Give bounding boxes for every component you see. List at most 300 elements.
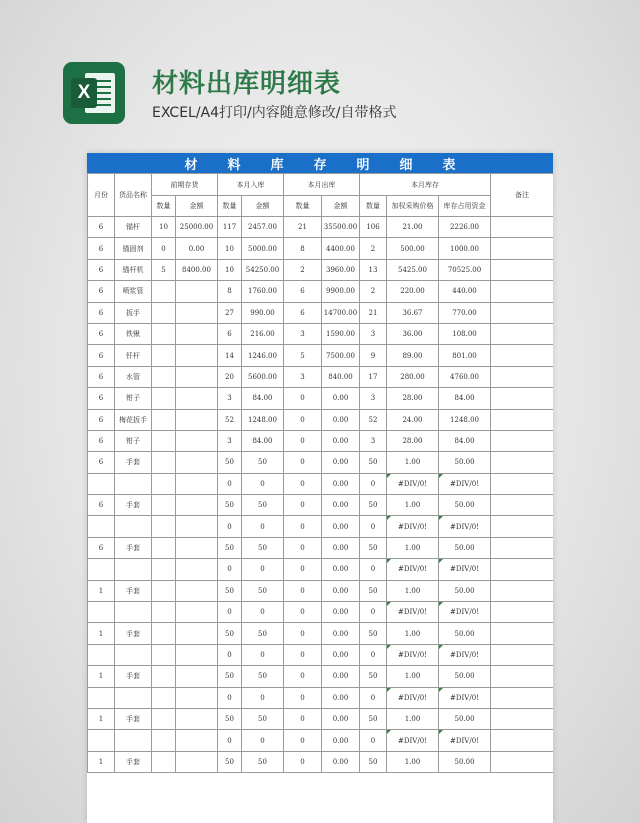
cell-outbound-qty: 0: [284, 388, 322, 409]
cell-opening-qty: [152, 323, 176, 344]
cell-outbound-amount: 4400.00: [322, 238, 360, 259]
cell-month: [88, 644, 115, 665]
cell-outbound-qty: 6: [284, 281, 322, 302]
cell-opening-qty: 10: [152, 217, 176, 238]
cell-item-name: 钎杆: [115, 345, 152, 366]
cell-remark: [491, 388, 553, 409]
header-qty: 数量: [360, 196, 387, 217]
header-month: 月份: [88, 174, 115, 217]
cell-opening-qty: [152, 559, 176, 580]
cell-item-name: 手套: [115, 666, 152, 687]
cell-stock-qty: 0: [360, 602, 387, 623]
sheet-title-char: 细: [399, 157, 413, 173]
header-amount: 金额: [322, 196, 360, 217]
table-row: [88, 580, 554, 601]
cell-stock-qty: 50: [360, 708, 387, 729]
cell-opening-amount: [176, 366, 218, 387]
cell-opening-amount: 8400.00: [176, 259, 218, 280]
cell-stock-qty: 50: [360, 751, 387, 772]
cell-stock-qty: 0: [360, 473, 387, 494]
cell-inbound-amount: 0: [242, 516, 284, 537]
cell-weighted-price: 1.00: [387, 666, 439, 687]
cell-capital: #DIV/0!: [439, 730, 491, 751]
cell-item-name: 手套: [115, 452, 152, 473]
table-row: [88, 323, 554, 344]
table-row: [88, 495, 554, 516]
cell-outbound-qty: 0: [284, 687, 322, 708]
table-row: [88, 238, 554, 259]
cell-capital: 4760.00: [439, 366, 491, 387]
cell-outbound-amount: 1590.00: [322, 323, 360, 344]
table-row: [88, 366, 554, 387]
cell-opening-amount: [176, 430, 218, 451]
table-row: [88, 559, 554, 580]
cell-outbound-qty: 0: [284, 559, 322, 580]
header-remark: 备注: [491, 174, 553, 217]
header-opening: 前期存货: [152, 174, 218, 196]
cell-weighted-price: 36.00: [387, 323, 439, 344]
cell-weighted-price: #DIV/0!: [387, 730, 439, 751]
table-row: [88, 516, 554, 537]
cell-inbound-amount: 216.00: [242, 323, 284, 344]
cell-capital: 50.00: [439, 495, 491, 516]
cell-inbound-qty: 8: [218, 281, 242, 302]
cell-capital: 84.00: [439, 388, 491, 409]
cell-weighted-price: #DIV/0!: [387, 516, 439, 537]
cell-inbound-amount: 1246.00: [242, 345, 284, 366]
cell-inbound-amount: 5600.00: [242, 366, 284, 387]
cell-weighted-price: 500.00: [387, 238, 439, 259]
cell-opening-qty: [152, 687, 176, 708]
cell-inbound-amount: 0: [242, 602, 284, 623]
cell-inbound-qty: 0: [218, 687, 242, 708]
cell-opening-amount: [176, 473, 218, 494]
cell-opening-qty: [152, 751, 176, 772]
cell-stock-qty: 2: [360, 238, 387, 259]
cell-stock-qty: 50: [360, 495, 387, 516]
cell-item-name: [115, 730, 152, 751]
cell-inbound-qty: 20: [218, 366, 242, 387]
cell-remark: [491, 217, 553, 238]
cell-stock-qty: 0: [360, 644, 387, 665]
cell-capital: #DIV/0!: [439, 516, 491, 537]
cell-month: 1: [88, 751, 115, 772]
cell-month: 6: [88, 323, 115, 344]
sheet-title-char: 材: [184, 157, 198, 173]
cell-inbound-qty: 0: [218, 730, 242, 751]
cell-inbound-amount: 50: [242, 495, 284, 516]
sheet-title-char: 料: [227, 157, 241, 173]
header-capital: 库存占用资金: [439, 196, 491, 217]
cell-inbound-amount: 50: [242, 623, 284, 644]
cell-stock-qty: 9: [360, 345, 387, 366]
cell-outbound-amount: 0.00: [322, 580, 360, 601]
cell-stock-qty: 21: [360, 302, 387, 323]
cell-inbound-amount: 84.00: [242, 388, 284, 409]
cell-capital: 50.00: [439, 452, 491, 473]
cell-inbound-qty: 50: [218, 537, 242, 558]
table-row: [88, 345, 554, 366]
cell-inbound-amount: 54250.00: [242, 259, 284, 280]
cell-outbound-qty: 0: [284, 580, 322, 601]
table-row: [88, 644, 554, 665]
cell-remark: [491, 473, 553, 494]
cell-month: 1: [88, 666, 115, 687]
cell-opening-qty: [152, 623, 176, 644]
cell-capital: 2226.00: [439, 217, 491, 238]
cell-capital: 108.00: [439, 323, 491, 344]
cell-opening-qty: 0: [152, 238, 176, 259]
cell-capital: #DIV/0!: [439, 687, 491, 708]
cell-outbound-qty: 2: [284, 259, 322, 280]
cell-inbound-qty: 50: [218, 751, 242, 772]
cell-item-name: 手套: [115, 537, 152, 558]
table-row: [88, 751, 554, 772]
cell-opening-amount: [176, 345, 218, 366]
cell-weighted-price: 1.00: [387, 623, 439, 644]
cell-item-name: 梅花扳手: [115, 409, 152, 430]
cell-weighted-price: #DIV/0!: [387, 602, 439, 623]
cell-month: 1: [88, 623, 115, 644]
cell-month: [88, 516, 115, 537]
cell-stock-qty: 17: [360, 366, 387, 387]
cell-capital: 50.00: [439, 623, 491, 644]
cell-weighted-price: 28.00: [387, 388, 439, 409]
cell-inbound-qty: 50: [218, 495, 242, 516]
cell-opening-amount: [176, 388, 218, 409]
cell-month: 6: [88, 409, 115, 430]
cell-opening-amount: [176, 687, 218, 708]
cell-inbound-qty: 0: [218, 516, 242, 537]
cell-opening-qty: [152, 537, 176, 558]
cell-opening-amount: [176, 409, 218, 430]
cell-outbound-amount: 0.00: [322, 388, 360, 409]
cell-opening-amount: [176, 559, 218, 580]
cell-inbound-qty: 10: [218, 259, 242, 280]
cell-outbound-qty: 0: [284, 409, 322, 430]
table-row: [88, 217, 554, 238]
header-amount: 金额: [242, 196, 284, 217]
sheet-title-banner: [87, 153, 553, 173]
cell-outbound-qty: 5: [284, 345, 322, 366]
cell-month: 6: [88, 430, 115, 451]
cell-weighted-price: 5425.00: [387, 259, 439, 280]
cell-remark: [491, 623, 553, 644]
cell-opening-qty: [152, 730, 176, 751]
cell-item-name: [115, 602, 152, 623]
cell-remark: [491, 409, 553, 430]
cell-stock-qty: 3: [360, 323, 387, 344]
cell-stock-qty: 106: [360, 217, 387, 238]
cell-remark: [491, 495, 553, 516]
cell-item-name: 铁锹: [115, 323, 152, 344]
table-row: [88, 409, 554, 430]
cell-outbound-amount: 0.00: [322, 687, 360, 708]
cell-weighted-price: 28.00: [387, 430, 439, 451]
cell-month: 6: [88, 281, 115, 302]
cell-stock-qty: 2: [360, 281, 387, 302]
header-inbound: 本月入库: [218, 174, 284, 196]
cell-remark: [491, 452, 553, 473]
cell-outbound-qty: 0: [284, 452, 322, 473]
header-outbound: 本月出库: [284, 174, 360, 196]
cell-month: [88, 730, 115, 751]
cell-outbound-qty: 6: [284, 302, 322, 323]
cell-remark: [491, 559, 553, 580]
header-qty: 数量: [218, 196, 242, 217]
cell-remark: [491, 259, 553, 280]
cell-opening-qty: [152, 602, 176, 623]
table-row: [88, 537, 554, 558]
cell-opening-qty: [152, 430, 176, 451]
cell-weighted-price: #DIV/0!: [387, 644, 439, 665]
cell-inbound-qty: 52: [218, 409, 242, 430]
cell-opening-qty: [152, 345, 176, 366]
cell-inbound-amount: 50: [242, 452, 284, 473]
cell-opening-amount: [176, 323, 218, 344]
cell-weighted-price: #DIV/0!: [387, 687, 439, 708]
cell-item-name: 手套: [115, 751, 152, 772]
cell-inbound-qty: 0: [218, 602, 242, 623]
cell-capital: 50.00: [439, 708, 491, 729]
cell-opening-amount: [176, 644, 218, 665]
cell-outbound-qty: 3: [284, 366, 322, 387]
cell-inbound-qty: 117: [218, 217, 242, 238]
cell-inbound-qty: 14: [218, 345, 242, 366]
cell-weighted-price: 1.00: [387, 708, 439, 729]
cell-remark: [491, 430, 553, 451]
cell-opening-qty: [152, 580, 176, 601]
cell-outbound-amount: 0.00: [322, 730, 360, 751]
cell-outbound-amount: 0.00: [322, 602, 360, 623]
cell-inbound-qty: 50: [218, 666, 242, 687]
cell-capital: 50.00: [439, 666, 491, 687]
sheet-title-char: 明: [356, 157, 370, 173]
cell-capital: #DIV/0!: [439, 559, 491, 580]
cell-item-name: 钳子: [115, 430, 152, 451]
cell-month: 6: [88, 366, 115, 387]
cell-outbound-amount: 0.00: [322, 559, 360, 580]
cell-weighted-price: #DIV/0!: [387, 473, 439, 494]
cell-opening-qty: [152, 644, 176, 665]
cell-stock-qty: 52: [360, 409, 387, 430]
cell-remark: [491, 345, 553, 366]
cell-remark: [491, 281, 553, 302]
cell-item-name: 锚固剂: [115, 238, 152, 259]
cell-inbound-qty: 50: [218, 708, 242, 729]
cell-opening-amount: [176, 708, 218, 729]
cell-weighted-price: 1.00: [387, 452, 439, 473]
cell-remark: [491, 602, 553, 623]
cell-stock-qty: 0: [360, 687, 387, 708]
cell-stock-qty: 13: [360, 259, 387, 280]
cell-month: [88, 559, 115, 580]
cell-item-name: [115, 516, 152, 537]
cell-inbound-amount: 1248.00: [242, 409, 284, 430]
cell-weighted-price: 280.00: [387, 366, 439, 387]
cell-month: 6: [88, 238, 115, 259]
cell-remark: [491, 708, 553, 729]
cell-opening-qty: [152, 452, 176, 473]
cell-inbound-qty: 6: [218, 323, 242, 344]
cell-outbound-qty: 0: [284, 602, 322, 623]
cell-outbound-qty: 0: [284, 623, 322, 644]
cell-outbound-amount: 0.00: [322, 623, 360, 644]
cell-capital: 50.00: [439, 580, 491, 601]
table-body: [88, 217, 554, 773]
cell-capital: #DIV/0!: [439, 602, 491, 623]
header-qty: 数量: [152, 196, 176, 217]
cell-outbound-amount: 0.00: [322, 409, 360, 430]
cell-month: [88, 687, 115, 708]
cell-outbound-qty: 8: [284, 238, 322, 259]
cell-item-name: [115, 687, 152, 708]
cell-inbound-amount: 990.00: [242, 302, 284, 323]
cell-inbound-amount: 0: [242, 559, 284, 580]
cell-weighted-price: #DIV/0!: [387, 559, 439, 580]
cell-capital: 70525.00: [439, 259, 491, 280]
cell-capital: 770.00: [439, 302, 491, 323]
cell-capital: 440.00: [439, 281, 491, 302]
cell-weighted-price: 36.67: [387, 302, 439, 323]
table-row: [88, 687, 554, 708]
cell-weighted-price: 1.00: [387, 537, 439, 558]
cell-remark: [491, 302, 553, 323]
cell-month: 6: [88, 302, 115, 323]
cell-opening-amount: [176, 281, 218, 302]
cell-month: 6: [88, 452, 115, 473]
cell-inbound-amount: 50: [242, 751, 284, 772]
cell-outbound-amount: 0.00: [322, 495, 360, 516]
cell-inbound-amount: 0: [242, 644, 284, 665]
cell-inbound-qty: 3: [218, 430, 242, 451]
cell-capital: 84.00: [439, 430, 491, 451]
cell-opening-qty: [152, 302, 176, 323]
sheet-title-char: 存: [313, 157, 327, 173]
cell-outbound-qty: 21: [284, 217, 322, 238]
cell-opening-amount: [176, 751, 218, 772]
cell-stock-qty: 50: [360, 666, 387, 687]
cell-month: 6: [88, 495, 115, 516]
cell-outbound-amount: 0.00: [322, 644, 360, 665]
spreadsheet-preview: [87, 153, 553, 823]
cell-opening-amount: 25000.00: [176, 217, 218, 238]
inventory-table: [87, 173, 553, 773]
cell-outbound-amount: 0.00: [322, 708, 360, 729]
cell-remark: [491, 580, 553, 601]
cell-weighted-price: 1.00: [387, 580, 439, 601]
cell-outbound-qty: 0: [284, 708, 322, 729]
cell-remark: [491, 751, 553, 772]
excel-logo-icon: [63, 62, 125, 124]
cell-opening-amount: [176, 730, 218, 751]
cell-outbound-qty: 3: [284, 323, 322, 344]
cell-capital: 1000.00: [439, 238, 491, 259]
cell-outbound-amount: 0.00: [322, 751, 360, 772]
cell-inbound-qty: 0: [218, 644, 242, 665]
cell-month: 6: [88, 345, 115, 366]
cell-outbound-qty: 0: [284, 430, 322, 451]
cell-stock-qty: 3: [360, 388, 387, 409]
cell-outbound-amount: 840.00: [322, 366, 360, 387]
cell-opening-amount: [176, 537, 218, 558]
table-row: [88, 388, 554, 409]
cell-outbound-amount: 3960.00: [322, 259, 360, 280]
table-row: [88, 602, 554, 623]
table-row: [88, 473, 554, 494]
cell-outbound-amount: 0.00: [322, 473, 360, 494]
sheet-title-char: 库: [270, 157, 284, 173]
cell-outbound-qty: 0: [284, 666, 322, 687]
cell-remark: [491, 516, 553, 537]
cell-opening-qty: [152, 473, 176, 494]
cell-item-name: 水管: [115, 366, 152, 387]
cell-item-name: 钳子: [115, 388, 152, 409]
cell-month: 1: [88, 580, 115, 601]
cell-month: 6: [88, 217, 115, 238]
table-row: [88, 708, 554, 729]
cell-remark: [491, 687, 553, 708]
cell-inbound-qty: 3: [218, 388, 242, 409]
cell-outbound-qty: 0: [284, 495, 322, 516]
cell-inbound-amount: 50: [242, 666, 284, 687]
page-title: 材料出库明细表: [152, 69, 342, 99]
cell-month: [88, 473, 115, 494]
cell-opening-amount: [176, 302, 218, 323]
cell-remark: [491, 666, 553, 687]
cell-outbound-qty: 0: [284, 751, 322, 772]
cell-outbound-qty: 0: [284, 644, 322, 665]
sheet-title-char: 表: [442, 157, 456, 173]
cell-weighted-price: 220.00: [387, 281, 439, 302]
cell-stock-qty: 0: [360, 730, 387, 751]
cell-inbound-qty: 50: [218, 580, 242, 601]
cell-inbound-amount: 84.00: [242, 430, 284, 451]
cell-capital: #DIV/0!: [439, 644, 491, 665]
cell-month: 6: [88, 537, 115, 558]
cell-outbound-qty: 0: [284, 537, 322, 558]
cell-opening-qty: [152, 495, 176, 516]
cell-item-name: 手套: [115, 623, 152, 644]
cell-opening-qty: [152, 666, 176, 687]
header-item-name: 货品名称: [115, 174, 152, 217]
cell-outbound-amount: 0.00: [322, 666, 360, 687]
header-stock: 本月库存: [360, 174, 491, 196]
cell-opening-qty: [152, 281, 176, 302]
cell-outbound-amount: 0.00: [322, 516, 360, 537]
cell-remark: [491, 238, 553, 259]
cell-remark: [491, 537, 553, 558]
cell-inbound-amount: 50: [242, 708, 284, 729]
cell-opening-qty: [152, 409, 176, 430]
cell-opening-amount: [176, 580, 218, 601]
cell-inbound-qty: 50: [218, 623, 242, 644]
cell-weighted-price: 89.00: [387, 345, 439, 366]
cell-opening-qty: [152, 708, 176, 729]
table-row: [88, 452, 554, 473]
cell-opening-qty: 5: [152, 259, 176, 280]
cell-capital: #DIV/0!: [439, 473, 491, 494]
cell-weighted-price: 24.00: [387, 409, 439, 430]
cell-inbound-amount: 0: [242, 473, 284, 494]
table-row: [88, 730, 554, 751]
cell-inbound-amount: 0: [242, 687, 284, 708]
cell-stock-qty: 50: [360, 537, 387, 558]
cell-outbound-qty: 0: [284, 516, 322, 537]
cell-opening-amount: [176, 602, 218, 623]
cell-capital: 801.00: [439, 345, 491, 366]
cell-stock-qty: 0: [360, 559, 387, 580]
